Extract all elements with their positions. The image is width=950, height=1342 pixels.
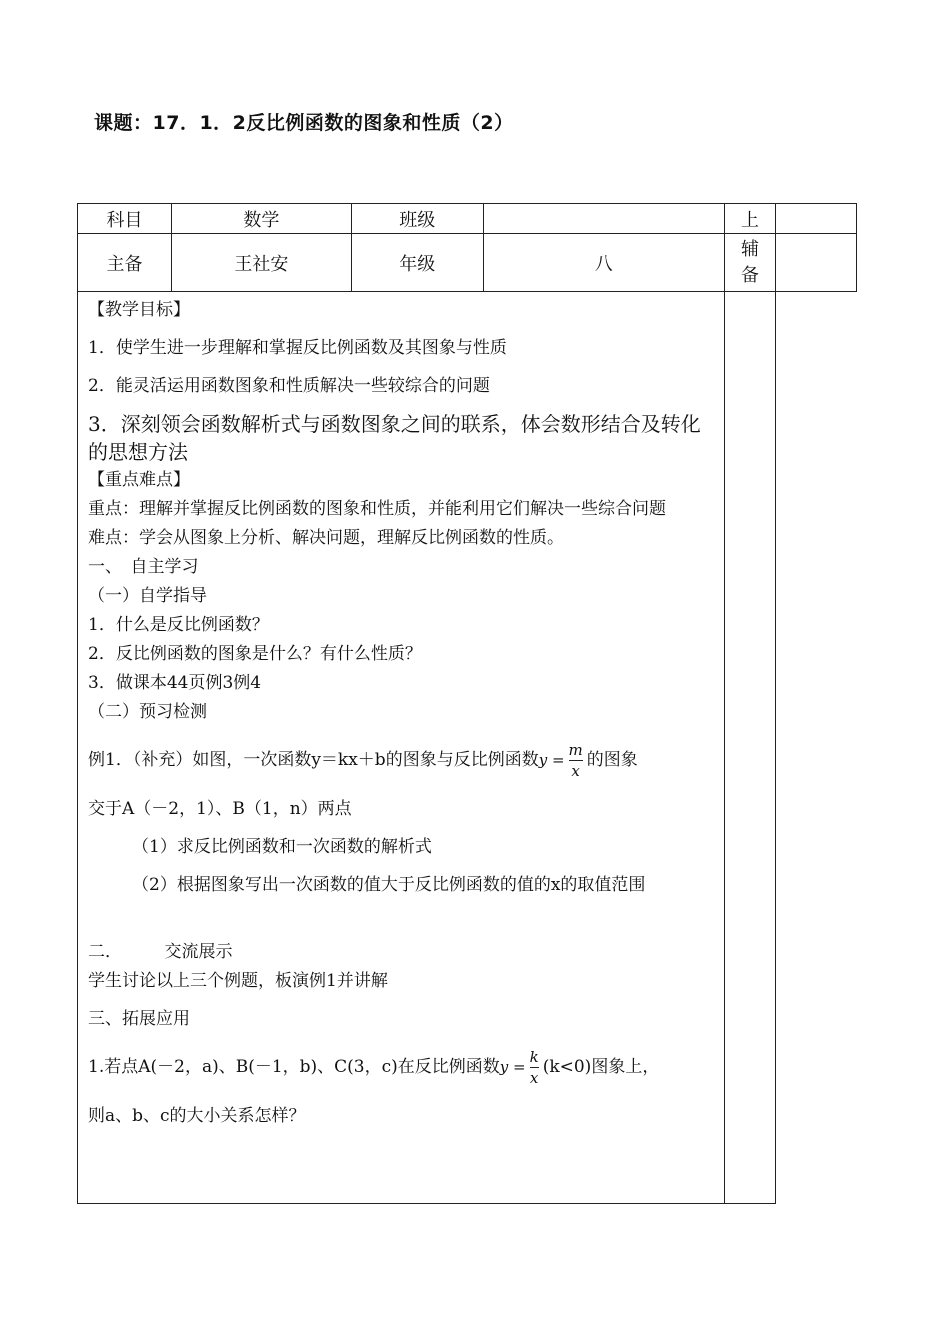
- sub-heading-2: （二）预习检测: [88, 702, 207, 722]
- example-1: [88, 737, 716, 783]
- objectives-heading: 【教学目标】: [88, 300, 190, 320]
- sub-heading-1: （一）自学指导: [88, 586, 207, 606]
- lesson-plan-table: [77, 203, 857, 1204]
- question-1: 1．什么是反比例函数？: [88, 615, 269, 635]
- grade-value: 八: [483, 234, 724, 292]
- section-3-heading: 三、拓展应用: [88, 1009, 190, 1029]
- section-1-heading: 一、 自主学习: [88, 557, 199, 577]
- side-label-1: 上: [724, 204, 776, 234]
- fraction-bar: [569, 760, 583, 761]
- side-notes-cell: [724, 292, 776, 1204]
- application-1-fraction: [530, 1048, 539, 1087]
- example-1-points: 交于A（－2，1）、B（1，n）两点: [88, 799, 352, 819]
- key-heading: 【重点难点】: [88, 470, 190, 490]
- class-label: 班级: [351, 204, 483, 234]
- question-3: 3．做课本44页例3例4: [88, 673, 262, 693]
- lead-label: 主备: [78, 234, 172, 292]
- discussion-text: 学生讨论以上三个例题，板演例1并讲解: [88, 971, 388, 991]
- difficulty: 难点：学会从图象上分析、解决问题，理解反比例函数的性质。: [88, 528, 564, 548]
- header-row-1: [78, 204, 857, 234]
- application-1: [88, 1044, 716, 1090]
- side-value-1: [776, 204, 857, 234]
- lead-value: 王社安: [171, 234, 351, 292]
- application-1-tail: (k<0)图象上，: [542, 1057, 660, 1077]
- fraction-denominator-x: x: [529, 1069, 539, 1087]
- example-1-part-1: （1）求反比例函数和一次函数的解析式: [132, 837, 432, 857]
- class-value: [483, 204, 724, 234]
- subject-value: 数学: [171, 204, 351, 234]
- lesson-content: [78, 292, 725, 1204]
- side-value-2: [776, 234, 857, 292]
- content-row: [78, 292, 857, 1204]
- grade-label: 年级: [351, 234, 483, 292]
- example-1-part-2: （2）根据图象写出一次函数的值大于反比例函数的值的x的取值范围: [132, 875, 646, 895]
- side-label-2-text: 辅备: [741, 238, 760, 286]
- example-1-y: y =: [538, 751, 565, 769]
- header-row-2: [78, 234, 857, 292]
- question-2: 2．反比例函数的图象是什么？有什么性质？: [88, 644, 422, 664]
- side-label-2: [724, 234, 776, 292]
- margin-cell: [776, 292, 857, 1204]
- objective-1: 1．使学生进一步理解和掌握反比例函数及其图象与性质: [88, 338, 507, 358]
- example-1-tail: 的图象: [586, 750, 638, 770]
- section-2-heading: 二． 交流展示: [88, 942, 233, 962]
- subject-label: 科目: [78, 204, 172, 234]
- application-1-question: 则a、b、c的大小关系怎样？: [88, 1106, 306, 1126]
- application-1-y: y =: [499, 1058, 526, 1076]
- fraction-bar: [530, 1067, 539, 1068]
- example-1-text: 例1．（补充）如图，一次函数y＝kx＋b的图象与反比例函数: [88, 750, 539, 770]
- fraction-numerator-m: m: [568, 741, 583, 759]
- lesson-title: 课题：17．1．2反比例函数的图象和性质（2）: [94, 112, 514, 134]
- objective-3: 3．深刻领会函数解析式与函数图象之间的联系，体会数形结合及转化的思想方法: [88, 412, 701, 464]
- fraction-denominator-x: x: [571, 762, 580, 780]
- key-point: 重点：理解并掌握反比例函数的图象和性质，并能利用它们解决一些综合问题: [88, 499, 666, 519]
- objective-2: 2．能灵活运用函数图象和性质解决一些较综合的问题: [88, 376, 490, 396]
- application-1-text: 1.若点A(－2，a)、B(－1，b)、C(3，c)在反比例函数: [88, 1057, 500, 1077]
- fraction-numerator-k: k: [529, 1048, 539, 1066]
- example-1-fraction: [569, 741, 583, 780]
